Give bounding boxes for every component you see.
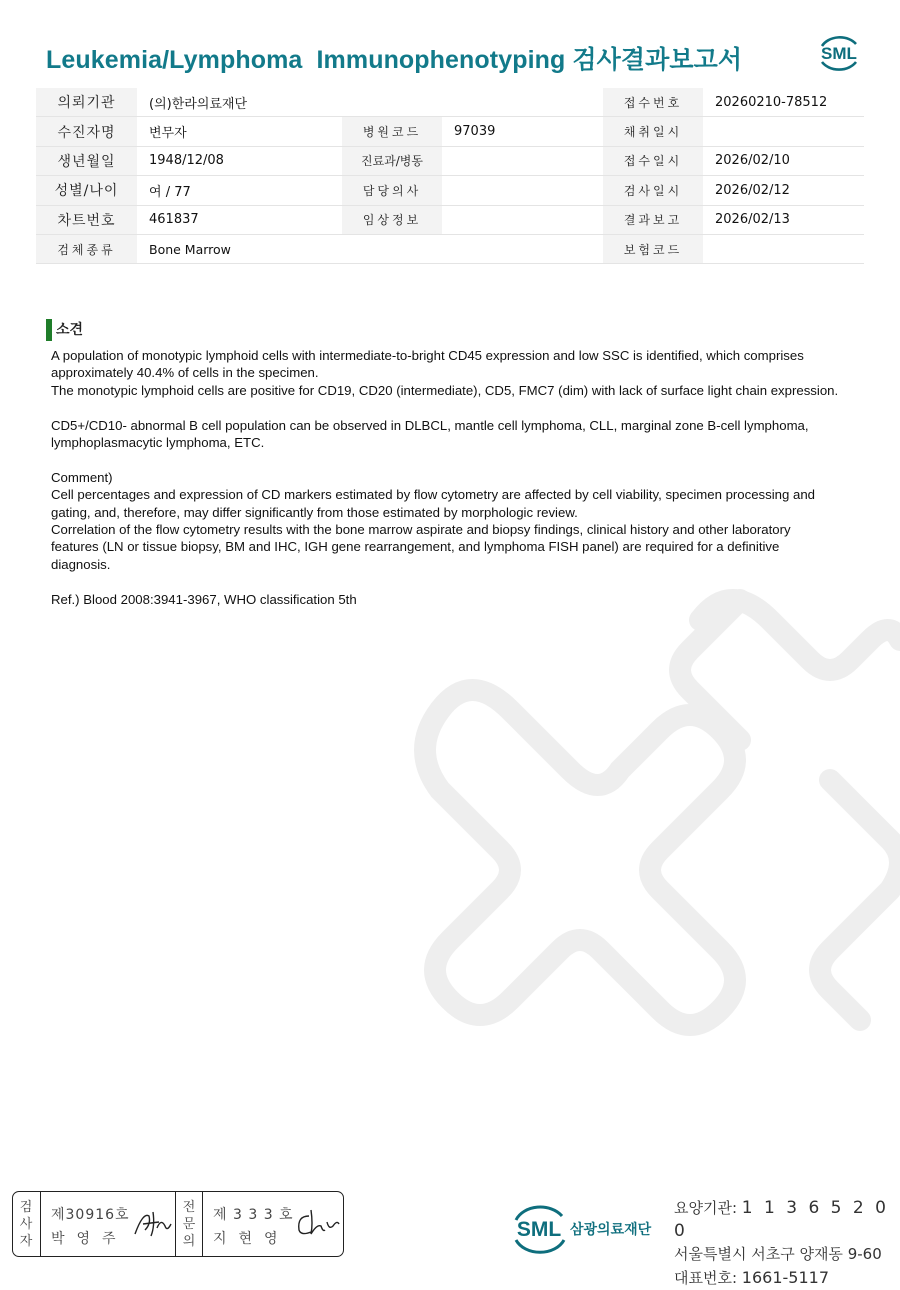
phone-label: 대표번호: <box>674 1269 742 1287</box>
specialist-label: 전 문 의 <box>182 1199 196 1249</box>
findings-paragraph: CD5+/CD10- abnormal B cell population can be observed in DLBCL, mantle cell lymphoma, CLL, marginal zone B-cell lymphoma, lymphoplasmacytic lymphoma, ETC. <box>51 417 809 451</box>
clinical-value <box>442 205 603 234</box>
clinical-label: 임상정보 <box>342 205 442 234</box>
specimen-value: Bone Marrow <box>137 234 342 263</box>
receipt-date-label: 접수일시 <box>603 146 703 175</box>
chart-no-label: 차트번호 <box>36 205 137 234</box>
hospital-code-value: 97039 <box>442 117 603 146</box>
phone-value: 1661-5117 <box>741 1268 830 1287</box>
recipient-label: 수진자명 <box>36 117 137 146</box>
care-code-label: 요양기관: <box>674 1199 742 1217</box>
insurance-value <box>703 234 864 263</box>
footer-info <box>674 1197 900 1290</box>
footer-address: 서울특별시 서초구 양재동 9-60 <box>674 1245 882 1263</box>
findings-paragraph: Correlation of the flow cytometry results with the bone marrow aspirate and biopsy findings, clinical history and other laboratory features (LN or tissue biopsy, BM and IHC, IGH gene rearrangement, and lymphoma FISH panel) are required for a definitive diagnosis. <box>51 522 791 572</box>
report-title: Leukemia/Lymphoma Immunophenotyping 검사결과보고서 <box>46 46 743 74</box>
footer-logo-text: SML <box>516 1218 562 1241</box>
report-date-value: 2026/02/13 <box>703 205 864 234</box>
test-date-label: 검사일시 <box>603 176 703 205</box>
empty-cell <box>342 234 442 263</box>
dept-value <box>442 146 603 175</box>
report-date-label: 결과보고 <box>603 205 703 234</box>
receipt-no-value: 20260210-78512 <box>703 88 864 117</box>
specialist-name: 지현영 <box>213 1231 290 1247</box>
logo-text: SML <box>821 44 857 63</box>
specialist-license-no: 제 3 3 3 호 <box>213 1207 294 1223</box>
empty-cell <box>442 234 603 263</box>
doctor-value <box>442 176 603 205</box>
watermark-icon <box>360 560 900 1080</box>
findings-heading: 소견 <box>46 319 83 341</box>
empty-cell <box>342 88 442 117</box>
specialist-signature <box>293 1206 341 1240</box>
collection-date-value <box>703 117 864 146</box>
findings-paragraph: The monotypic lymphoid cells are positive for CD19, CD20 (intermediate), CD5, FMC7 (dim) with lack of surface light chain expression. <box>51 382 839 398</box>
insurance-label: 보험코드 <box>603 234 703 263</box>
info-row <box>36 88 864 117</box>
recipient-value: 변무자 <box>137 117 342 146</box>
tester-signature <box>131 1206 177 1240</box>
sml-logo-icon <box>814 30 864 74</box>
birth-value: 1948/12/08 <box>137 146 342 175</box>
receipt-no-label: 접수번호 <box>603 88 703 117</box>
findings-paragraph: Cell percentages and expression of CD markers estimated by flow cytometry are affected by cell viability, specimen processing and gating, and, therefore, may differ significantly from those estimated by morphologic review. <box>51 487 816 520</box>
signature-box <box>12 1191 344 1257</box>
sml-footer-logo-icon <box>510 1198 570 1256</box>
test-date-value: 2026/02/12 <box>703 176 864 205</box>
dept-label: 진료과/병동 <box>342 146 442 175</box>
findings-paragraph: A population of monotypic lymphoid cells with intermediate-to-bright CD45 expression and low SSC is identified, which comprises approximately 40.4% of cells in the specimen. <box>51 348 804 381</box>
chart-no-value: 461837 <box>137 205 342 234</box>
collection-date-label: 채취일시 <box>603 117 703 146</box>
info-row <box>36 117 864 146</box>
tester-license-no: 제30916호 <box>51 1207 130 1223</box>
specimen-label: 검체종류 <box>36 234 137 263</box>
sex-age-label: 성별/나이 <box>36 176 137 205</box>
receipt-date-value: 2026/02/10 <box>703 146 864 175</box>
birth-label: 생년월일 <box>36 146 137 175</box>
footer-org-name: 삼광의료재단 <box>570 1222 652 1238</box>
requesting-org-value: (의)한라의료재단 <box>137 88 342 117</box>
info-row <box>36 176 864 205</box>
tester-name: 박영주 <box>51 1231 128 1247</box>
hospital-code-label: 병원코드 <box>342 117 442 146</box>
sex-age-value: 여 / 77 <box>137 176 342 205</box>
reference: Ref.) Blood 2008:3941-3967, WHO classification 5th <box>51 591 357 607</box>
info-row <box>36 234 864 263</box>
empty-cell <box>442 88 603 117</box>
requesting-org-label: 의뢰기관 <box>36 88 137 117</box>
info-row <box>36 205 864 234</box>
doctor-label: 담당의사 <box>342 176 442 205</box>
comment-label: Comment) <box>51 469 113 485</box>
findings-body <box>51 347 841 608</box>
tester-label: 검 사 자 <box>19 1199 33 1249</box>
patient-info-table <box>36 88 864 264</box>
info-row <box>36 146 864 175</box>
care-code-value: 1 1 3 6 5 2 0 0 <box>674 1198 889 1241</box>
